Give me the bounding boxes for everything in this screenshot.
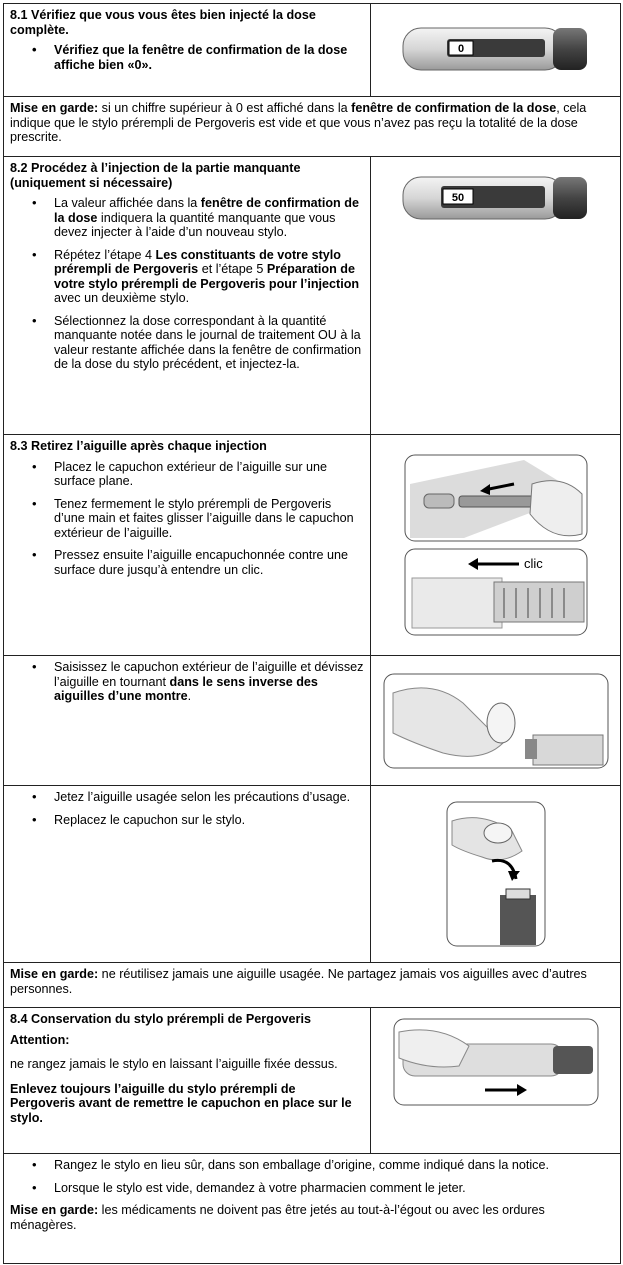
row-8-4-b xyxy=(4,1154,621,1264)
warning-2 xyxy=(4,963,621,1008)
attention-line-2: Enlevez toujours l’aiguille du stylo prérempli de Pergoveris avant de remettre le capuchon en place sur le stylo. xyxy=(10,1081,352,1125)
clic-label: clic xyxy=(523,556,543,571)
b1-t1: La valeur affichée dans la xyxy=(54,196,201,210)
cell-8-3-image-c xyxy=(371,786,621,963)
pen-dose-fifty-illustration xyxy=(401,171,591,227)
warning-1-text-b: , cela indique que le stylo prérempli de Pergoveris est vide et que vous n’avez pas reçu la totalité de la dose prescrite. xyxy=(10,101,587,144)
row-8-2 xyxy=(4,157,621,435)
warning-2-label: Mise en garde: xyxy=(10,967,99,981)
row-8-3-c xyxy=(4,786,621,963)
b4-t2: . xyxy=(187,689,192,703)
press-cap-clic-photo xyxy=(404,548,588,636)
cell-8-3-text-c xyxy=(4,786,371,963)
b4-t1: Saisissez le capuchon extérieur de l’aiguille et dévissez l’aiguille en tournant xyxy=(54,660,364,689)
instruction-table xyxy=(3,3,621,1264)
cell-8-3-text-a xyxy=(4,435,371,656)
bullet-press-clic: • Pressez ensuite l’aiguille encapuchonnée contre une surface dure jusqu’à entendre un clic. xyxy=(10,548,364,577)
warning-1-bold: fenêtre de confirmation de la dose xyxy=(351,101,557,115)
bullet-cap-flat: • Placez le capuchon extérieur de l’aiguille sur une surface plane. xyxy=(10,460,364,489)
warning-3-text: les médicaments ne doivent pas être jetés au tout-à-l’égout ou avec les ordures ménagères. xyxy=(10,1203,545,1232)
storage-notes xyxy=(4,1154,621,1264)
warning-2-text: ne réutilisez jamais une aiguille usagée. Ne partagez jamais vos aiguilles avec d’autres personnes. xyxy=(10,967,587,996)
pen-dose-zero-illustration xyxy=(401,22,591,78)
section-8-4-title: 8.4 Conservation du stylo prérempli de Pergoveris xyxy=(10,1012,311,1026)
row-warning-1 xyxy=(4,97,621,157)
b4-b1: dans le sens inverse des aiguilles d’une montre xyxy=(54,674,318,703)
pen-dose-display-zero: 0 xyxy=(457,43,464,55)
bullet-replace-cap: • Replacez le capuchon sur le stylo. xyxy=(10,813,364,828)
cell-8-1-image xyxy=(371,4,621,97)
replace-cap-photo xyxy=(446,801,546,947)
row-warning-2 xyxy=(4,963,621,1008)
attention-line-1: ne rangez jamais le stylo en laissant l’aiguille fixée dessus. xyxy=(10,1057,338,1071)
bullet-missing-dose xyxy=(10,196,364,240)
section-8-3-title: 8.3 Retirez l’aiguille après chaque injection xyxy=(10,439,267,453)
warning-1-label: Mise en garde: xyxy=(10,101,99,115)
b2-t2: et l’étape 5 xyxy=(198,262,267,276)
bullet-unscrew-needle xyxy=(10,660,364,704)
bullet-store-safely: • Rangez le stylo en lieu sûr, dans son emballage d’origine, comme indiqué dans la notice. xyxy=(10,1158,614,1173)
warning-1-text-a: si un chiffre supérieur à 0 est affiché dans la xyxy=(98,101,352,115)
pen-dose-display-fifty: 50 xyxy=(451,192,464,204)
cell-8-3-image-b xyxy=(371,656,621,786)
bullet-slide-needle: • Tenez fermement le stylo prérempli de Pergoveris d’une main et faites glisser l’aiguille dans le capuchon extérieur de l’aiguille. xyxy=(10,497,364,541)
unscrew-needle-photo xyxy=(383,673,609,769)
slide-needle-into-cap-photo xyxy=(404,454,588,542)
bullet-select-dose: • Sélectionnez la dose correspondant à la quantité manquante notée dans le journal de traitement OU à la valeur restante affichée dans la fenêtre de confirmation de la dose du stylo précédent, et injectez-la. xyxy=(10,314,364,372)
cell-8-1-text xyxy=(4,4,371,97)
bullet-empty-pen: • Lorsque le stylo est vide, demandez à votre pharmacien comment le jeter. xyxy=(10,1181,614,1196)
cell-8-3-images-a xyxy=(371,435,621,656)
cell-8-4-image xyxy=(371,1008,621,1154)
section-8-2-title: 8.2 Procédez à l’injection de la partie manquante (uniquement si nécessaire) xyxy=(10,161,301,190)
b1-t2: indiquera la quantité manquante que vous devez injecter à l’aide d’un nouveau stylo. xyxy=(54,210,336,239)
attention-label: Attention: xyxy=(10,1032,70,1047)
b1-b1: fenêtre de confirmation de la dose xyxy=(54,196,359,225)
cell-8-2-image xyxy=(371,157,621,435)
bullet-repeat-steps xyxy=(10,248,364,306)
b2-b1: Les constituants de votre stylo prérempli de Pergoveris xyxy=(54,247,341,276)
row-8-3-b xyxy=(4,656,621,786)
cell-8-4-text xyxy=(4,1008,371,1154)
warning-3-label: Mise en garde: xyxy=(10,1203,99,1217)
recap-pen-photo xyxy=(393,1018,599,1106)
b2-t1: Répétez l’étape 4 xyxy=(54,247,156,262)
b2-b2: Préparation de votre stylo prérempli de Pergoveris pour l’injection xyxy=(54,262,360,291)
warning-1 xyxy=(4,97,621,157)
section-8-1-title: 8.1 Vérifiez que vous vous êtes bien injecté la dose complète. xyxy=(10,8,316,37)
bullet-dispose-needle: • Jetez l’aiguille usagée selon les précautions d’usage. xyxy=(10,790,364,805)
cell-8-3-text-b xyxy=(4,656,371,786)
instruction-document xyxy=(3,3,620,1264)
b2-t3: avec un deuxième stylo. xyxy=(54,291,190,305)
row-8-1 xyxy=(4,4,621,97)
row-8-4 xyxy=(4,1008,621,1154)
bullet-check-zero: • Vérifiez que la fenêtre de confirmation de la dose affiche bien «0». xyxy=(10,43,364,72)
cell-8-2-text xyxy=(4,157,371,435)
row-8-3-a xyxy=(4,435,621,656)
warning-3 xyxy=(10,1203,614,1232)
